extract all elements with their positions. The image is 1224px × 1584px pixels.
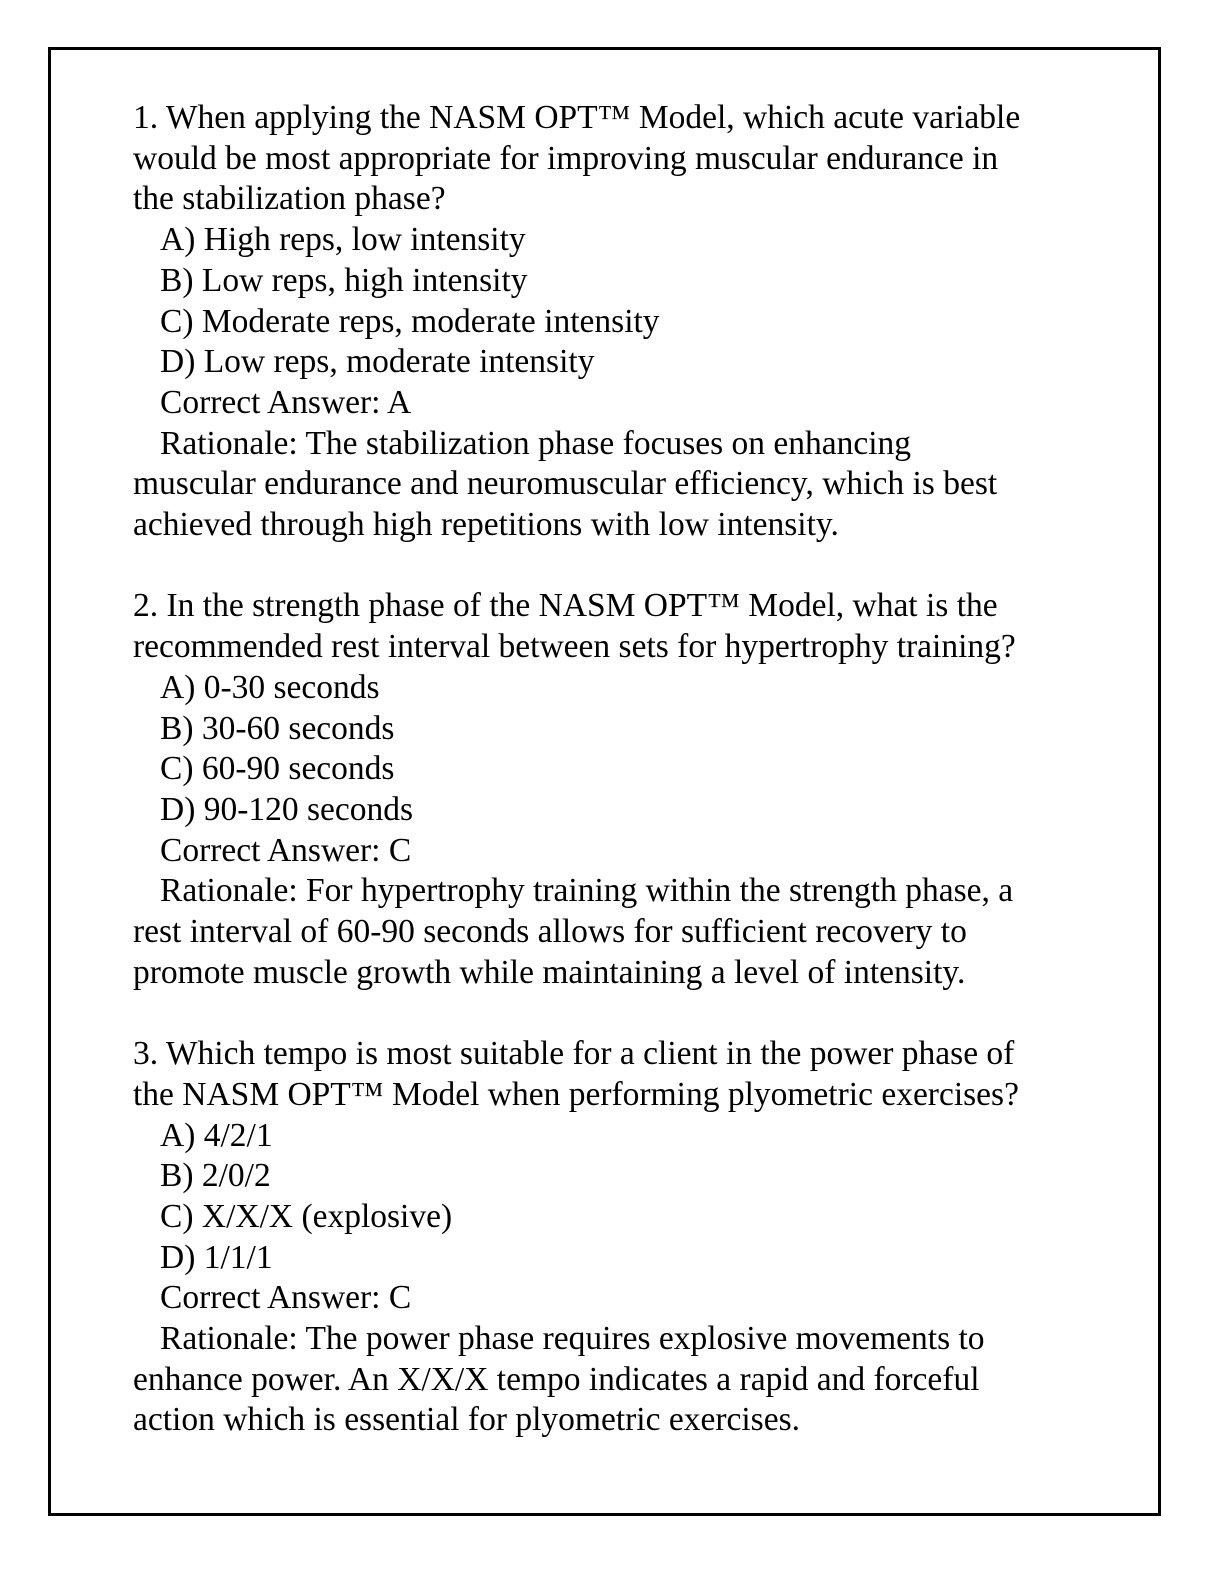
question-3-rationale-line-2: enhance power. An X/X/X tempo indicates a rapid and forceful (133, 1360, 980, 1398)
question-1-stem-line-2: would be most appropriate for improving muscular endurance in (133, 139, 999, 177)
question-1-correct-answer: Correct Answer: A (160, 383, 412, 421)
question-1 (133, 98, 1093, 546)
question-3-option-b: B) 2/0/2 (160, 1157, 271, 1195)
question-2-option-a: A) 0-30 seconds (160, 668, 380, 706)
question-2-stem-line-1: 2. In the strength phase of the NASM OPT™ Model, what is the (133, 587, 998, 625)
question-3-stem-line-1: 3. Which tempo is most suitable for a client in the power phase of (133, 1035, 1015, 1073)
question-2-rationale-line-2: rest interval of 60-90 seconds allows for sufficient recovery to (133, 913, 967, 951)
question-1-rationale-line-1: Rationale: The stabilization phase focuses on enhancing (160, 424, 912, 462)
question-3-rationale-line-1: Rationale: The power phase requires explosive movements to (160, 1320, 985, 1358)
question-1-option-c: C) Moderate reps, moderate intensity (160, 302, 660, 340)
question-1-option-a: A) High reps, low intensity (160, 221, 526, 259)
question-3-stem-line-2: the NASM OPT™ Model when performing plyometric exercises? (133, 1075, 1019, 1113)
question-list (133, 98, 1093, 1482)
question-1-option-d: D) Low reps, moderate intensity (160, 343, 595, 381)
question-3-correct-answer: Correct Answer: C (160, 1279, 412, 1317)
question-3-option-c: C) X/X/X (explosive) (160, 1197, 453, 1235)
question-3 (133, 1034, 1093, 1441)
question-1-stem-line-1: 1. When applying the NASM OPT™ Model, which acute variable (133, 99, 1021, 136)
question-2-stem-line-2: recommended rest interval between sets for hypertrophy training? (133, 628, 1016, 666)
question-2-option-d: D) 90-120 seconds (160, 790, 414, 828)
question-1-rationale-line-2: muscular endurance and neuromuscular efficiency, which is best (133, 465, 998, 503)
question-2 (133, 586, 1093, 993)
question-2-correct-answer: Correct Answer: C (160, 831, 412, 869)
question-3-rationale-line-3: action which is essential for plyometric exercises. (133, 1401, 800, 1439)
question-3-option-d: D) 1/1/1 (160, 1238, 273, 1276)
question-1-rationale-line-3: achieved through high repetitions with low intensity. (133, 506, 839, 544)
question-1-option-b: B) Low reps, high intensity (160, 261, 528, 299)
question-2-option-c: C) 60-90 seconds (160, 750, 395, 788)
question-1-stem-line-3: the stabilization phase? (133, 180, 446, 218)
question-2-option-b: B) 30-60 seconds (160, 709, 395, 747)
question-2-rationale-line-3: promote muscle growth while maintaining a level of intensity. (133, 953, 966, 991)
question-3-option-a: A) 4/2/1 (160, 1116, 273, 1154)
question-2-rationale-line-1: Rationale: For hypertrophy training within the strength phase, a (160, 872, 1014, 910)
